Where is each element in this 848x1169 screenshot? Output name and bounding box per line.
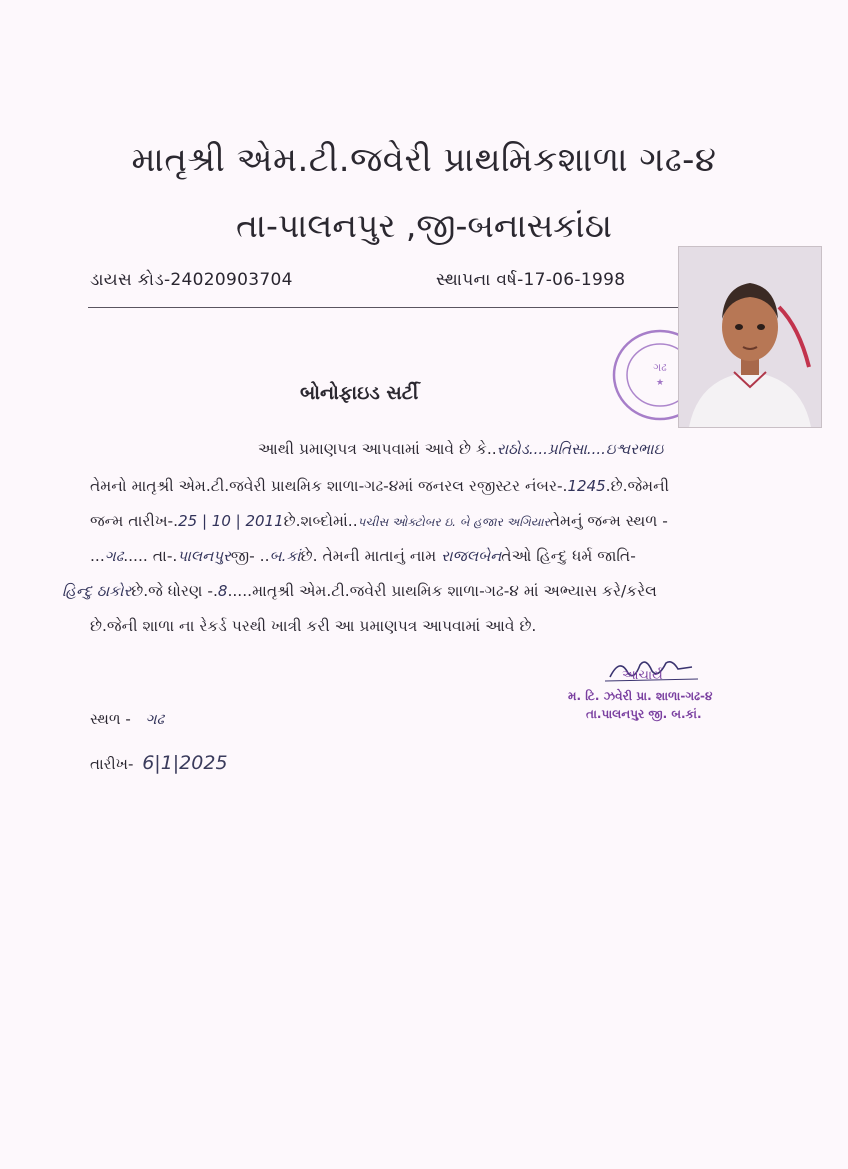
school-location: તા-પાલનપુર ,જી-બનાસકાંઠા [236, 206, 612, 245]
certificate-line-6: છે.જેની શાળા ના રેકર્ડ પરથી ખાત્રી કરી આ પ્રમાણપત્ર આપવામાં આવે છે. [90, 617, 537, 635]
student-photo [678, 246, 822, 428]
establishment-year: સ્થાપના વર્ષ-17-06-1998 [436, 270, 626, 290]
certificate-title: બોનોફાઇડ સર્ટી [300, 382, 419, 404]
line5-suffix: .....માતૃશ્રી એમ.ટી.જવેરી પ્રાથમિક શાળા-ગઢ-૪ માં અભ્યાસ કરે/કરેલ [227, 582, 657, 600]
place-field [90, 710, 164, 728]
birth-date-words: પચીસ ઓક્ટોબર ઇ. બે હજાર અગિયાર [357, 515, 550, 529]
line4-suffix: તેઓ હિન્દુ ધર્મ જાતિ- [501, 547, 636, 565]
standard: 8 [217, 582, 228, 600]
line4-mid3: છે. તેમની માતાનું નામ [300, 547, 437, 565]
line3-suffix: તેમનું જન્મ સ્થળ - [549, 512, 668, 530]
dise-code: ડાયસ કોડ-24020903704 [90, 270, 293, 290]
line2-text: તેમનો માતૃશ્રી એમ.ટી.જવેરી પ્રાથમિક શાળા-ગઢ-૪માં જનરલ રજીસ્ટર નંબર-. [90, 477, 568, 495]
district: બ.કાં [269, 547, 301, 565]
birth-place: ગઢ [104, 547, 124, 565]
place-value: ગઢ [145, 710, 164, 728]
line2-suffix: .છે.જેમની [605, 477, 670, 495]
register-number: 1245 [567, 477, 606, 495]
school-stamp-line-2: તા.પાલનપુર જી. બ.કાં. [586, 707, 702, 721]
line4-text: ... [90, 547, 105, 565]
date-label: તારીખ- [90, 755, 134, 773]
line4-mid2: જી- .. [230, 547, 270, 565]
taluka: પાલનપુર [177, 547, 231, 565]
line3-text: જન્મ તારીખ-. [90, 512, 179, 530]
certificate-line-4 [90, 547, 636, 566]
student-name: રાઠોડ....પ્રતિસા....ઇશ્વરભાઇ [496, 440, 664, 458]
certificate-line-3 [90, 512, 668, 531]
place-label: સ્થળ - [90, 710, 131, 728]
svg-text:★: ★ [655, 378, 665, 388]
mother-name: રાજલબેન [441, 547, 502, 565]
line1-text: આથી પ્રમાણપત્ર આપવામાં આવે છે કે.. [258, 440, 497, 458]
certificate-line-5 [62, 582, 657, 601]
header-divider [88, 307, 683, 308]
birth-date: 25 | 10 | 2011 [178, 512, 284, 530]
line3-mid: છે.શબ્દોમાં.. [283, 512, 358, 530]
date-field [90, 752, 228, 774]
school-name: માતૃશ્રી એમ.ટી.જવેરી પ્રાથમિકશાળા ગઢ-૪ [131, 140, 717, 180]
certificate-line-1 [258, 440, 663, 459]
certificate-line-2 [90, 477, 669, 496]
school-stamp-line-1: મ. ટિ. ઝવેરી પ્રા. શાળા-ગઢ-૪ [568, 689, 713, 703]
line5-mid: છે.જે ધોરણ -. [131, 582, 218, 600]
svg-text:ગઢ: ગઢ [653, 361, 667, 374]
line4-mid1: ..... તા-. [123, 547, 178, 565]
date-value: 6|1|2025 [142, 752, 228, 774]
caste: હિન્દુ ઠાકોર [62, 582, 132, 600]
principal-designation: આચાર્ય [622, 668, 663, 683]
